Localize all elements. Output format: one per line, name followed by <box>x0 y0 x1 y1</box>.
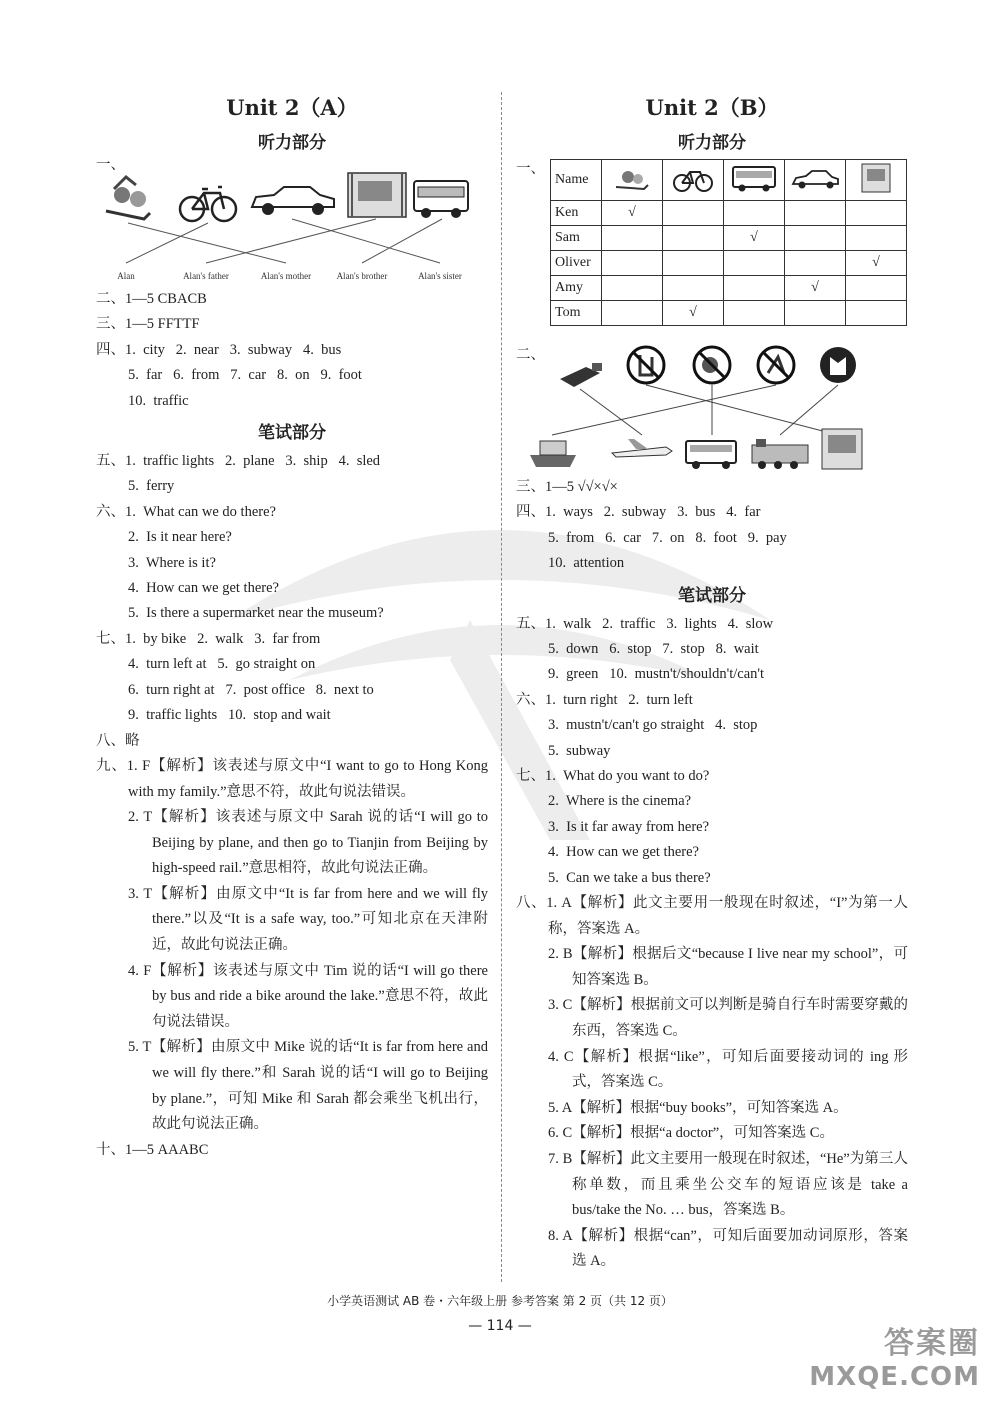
subway-icon <box>846 160 907 201</box>
answer-line: 5. Is there a supermarket near the museum? <box>128 605 384 622</box>
no-noise-sign-icon <box>694 347 730 383</box>
table-header-row <box>551 160 907 201</box>
answer-line: 三、1—5 FFTTF <box>96 316 200 333</box>
check-cell <box>602 226 663 251</box>
check-cell <box>663 276 724 301</box>
analysis-paragraph: 8. A【解析】根据“can”，可知后面要加动词原形，答案选 A。 <box>548 1227 908 1270</box>
unit-title-b: Unit 2（B） <box>645 95 779 120</box>
bicycle-icon <box>663 160 724 201</box>
check-cell <box>724 201 785 226</box>
question-1-label: 一、 <box>96 157 125 173</box>
sled-icon <box>106 177 150 219</box>
table-row <box>551 226 907 251</box>
answer-line: 10. attention <box>548 555 625 572</box>
answer-line: 5. ferry <box>128 478 175 495</box>
check-cell <box>846 301 907 326</box>
check-cell <box>724 301 785 326</box>
left-column <box>96 80 488 1163</box>
row-name: Sam <box>551 226 602 251</box>
page-number: — 114 — <box>468 1318 532 1334</box>
row-name: Amy <box>551 276 602 301</box>
analysis-paragraph: 4. C【解析】根据“like”，可知后面要接动词的 ing 形式，答案选 C。 <box>548 1048 908 1091</box>
check-cell: √ <box>602 201 663 226</box>
answer-line: 5. down 6. stop 7. stop 8. wait <box>548 641 759 658</box>
plane-icon <box>612 439 672 457</box>
transport-matching-image <box>96 159 488 287</box>
answer-line: 六、1. What can we do there? <box>96 503 276 520</box>
table-row <box>551 201 907 226</box>
table-row <box>551 276 907 301</box>
table-block <box>516 159 908 337</box>
footer-caption: 小学英语测试 AB 卷・六年级上册 参考答案 第 2 页（共 12 页） <box>327 1294 673 1308</box>
answer-line: 八、略 <box>96 732 140 749</box>
bus-icon <box>686 441 736 469</box>
matching-figure <box>96 159 488 287</box>
analysis-paragraph: 6. C【解析】根据“a doctor”，可知答案选 C。 <box>548 1125 834 1142</box>
check-cell <box>785 201 846 226</box>
name-label: Alan's sister <box>418 271 462 281</box>
table-row <box>551 301 907 326</box>
sled-icon <box>602 160 663 201</box>
watermark-url: MXQE.COM <box>809 1362 980 1392</box>
answer-line: 七、1. by bike 2. walk 3. far from <box>96 630 321 647</box>
analysis-paragraph: 3. T【解析】由原文中“It is far from here and we will fly there.”以及“It is a safe way, too.”可知北京在天津附近，故此句说法正确。 <box>128 885 488 954</box>
check-cell <box>663 226 724 251</box>
check-cell <box>663 251 724 276</box>
check-cell: √ <box>724 226 785 251</box>
analysis-paragraph: 5. A【解析】根据“buy books”，可知答案选 A。 <box>548 1099 848 1116</box>
listening-heading: 听力部分 <box>258 133 326 153</box>
analysis-paragraph: 7. B【解析】此文主要用一般现在时叙述，“He”为第三人称单数，而且乘坐公交车的短语应该是 take a bus/take the No. … bus，答案选 B。 <box>548 1151 908 1219</box>
answer-line: 6. turn right at 7. post office 8. next to <box>128 681 374 698</box>
check-cell <box>846 226 907 251</box>
analysis-paragraph: 九、1. F【解析】该表述与原文中“I want to go to Hong Kong with my family.”意思不符，故此句说法错误。 <box>96 757 488 800</box>
signs-figure <box>516 343 908 475</box>
answer-line: 3. Is it far away from here? <box>548 818 710 835</box>
table-row <box>551 251 907 276</box>
check-cell <box>602 301 663 326</box>
answer-line: 9. green 10. mustn't/shouldn't/can't <box>548 666 765 683</box>
watermark-logo <box>809 1318 980 1392</box>
name-label: Alan's mother <box>260 271 312 281</box>
check-cell <box>663 201 724 226</box>
answer-line: 二、1—5 CBACB <box>96 291 207 307</box>
row-name: Tom <box>551 301 602 326</box>
analysis-paragraph: 2. B【解析】根据后文“because I live near my school”，可知答案选 B。 <box>548 946 908 988</box>
signs-matching-image <box>516 343 908 475</box>
unit-title-a: Unit 2（A） <box>226 95 358 120</box>
answer-line: 5. Can we take a bus there? <box>548 869 711 886</box>
check-cell <box>785 251 846 276</box>
subway-icon <box>348 173 406 217</box>
answer-line: 3. mustn't/can't go straight 4. stop <box>548 717 758 734</box>
bus-icon <box>414 181 468 218</box>
answer-line: 十、1—5 AAABC <box>96 1141 209 1158</box>
answer-line: 四、1. city 2. near 3. subway 4. bus <box>96 341 342 358</box>
listening-heading: 听力部分 <box>678 133 746 153</box>
answer-line: 六、1. turn right 2. turn left <box>516 691 693 708</box>
no-leaning-sign-icon <box>758 347 794 383</box>
no-hand-sign-icon <box>628 347 664 383</box>
bicycle-icon <box>180 187 236 221</box>
check-cell <box>785 301 846 326</box>
question-2-label: 二、 <box>516 347 545 363</box>
analysis-paragraph: 3. C【解析】根据前文可以判断是骑自行车时需要穿戴的东西，答案选 C。 <box>548 997 908 1040</box>
answer-line: 4. How can we get there? <box>548 844 699 861</box>
answer-line: 5. subway <box>548 742 611 759</box>
question-1-label: 一、 <box>516 161 545 177</box>
matching-lines <box>126 219 442 263</box>
car-icon <box>785 160 846 201</box>
analysis-paragraph: 4. F【解析】该表述与原文中 Tim 说的话“I will go there by bus and ride a bike around the lake.”意思不符，故此句说法错误。 <box>128 962 488 1030</box>
answer-line: 4. turn left at 5. go straight on <box>128 656 316 673</box>
answer-line: 五、1. walk 2. traffic 3. lights 4. slow <box>516 615 774 632</box>
check-cell <box>724 276 785 301</box>
check-cell <box>785 226 846 251</box>
life-jacket-sign-icon <box>820 347 856 383</box>
writing-heading: 笔试部分 <box>258 423 326 444</box>
answer-line: 2. Where is the cinema? <box>548 793 692 810</box>
name-label: Alan's brother <box>336 271 388 281</box>
ship-icon <box>530 441 576 467</box>
answer-line: 10. traffic <box>128 392 189 409</box>
name-label: Alan <box>117 271 135 281</box>
row-name: Ken <box>551 201 602 226</box>
train-icon <box>752 439 808 469</box>
matching-lines <box>552 385 838 435</box>
analysis-paragraph: 八、1. A【解析】此文主要用一般现在时叙述，“I”为第一人称，答案选 A。 <box>516 895 908 937</box>
column-divider <box>501 92 502 1282</box>
answer-table <box>550 159 907 326</box>
answer-line: 9. traffic lights 10. stop and wait <box>128 707 331 724</box>
name-label: Alan's father <box>183 271 229 281</box>
right-column <box>516 80 908 1275</box>
answer-line: 五、1. traffic lights 2. plane 3. ship 4. sled <box>96 453 381 470</box>
check-cell: √ <box>663 301 724 326</box>
seatbelt-icon <box>560 363 602 387</box>
check-cell: √ <box>846 251 907 276</box>
answer-line: 四、1. ways 2. subway 3. bus 4. far <box>516 504 761 521</box>
watermark-text: 答案圈 <box>884 1326 980 1361</box>
check-cell <box>602 251 663 276</box>
check-cell <box>602 276 663 301</box>
subway-icon <box>822 429 862 469</box>
row-name: Oliver <box>551 251 602 276</box>
answer-line: 七、1. What do you want to do? <box>516 768 710 785</box>
check-cell: √ <box>785 276 846 301</box>
answer-line: 5. from 6. car 7. on 8. foot 9. pay <box>548 529 787 546</box>
bus-icon <box>724 160 785 201</box>
answer-line: 三、1—5 √√×√× <box>516 479 618 495</box>
analysis-paragraph: 5. T【解析】由原文中 Mike 说的话“It is far from here and we will fly there.”和 Sarah 说的话“I will go to Beijing by plane.”，可知 Mike 和 Sarah 都会乘坐飞机出行，故此句说法正确。 <box>128 1039 488 1133</box>
answer-line: 4. How can we get there? <box>128 580 279 597</box>
check-cell <box>846 276 907 301</box>
answer-line: 2. Is it near here? <box>128 529 232 546</box>
answer-line: 3. Where is it? <box>128 554 216 571</box>
analysis-paragraph: 2. T【解析】该表述与原文中 Sarah 说的话“I will go to Beijing by plane, and then go to Tianjin from Beijing by high-speed rail.”意思相符，故此句说法正确。 <box>128 809 488 877</box>
check-cell <box>846 201 907 226</box>
car-icon <box>252 187 334 215</box>
answer-line: 5. far 6. from 7. car 8. on 9. foot <box>128 367 362 384</box>
writing-heading: 笔试部分 <box>678 585 746 606</box>
check-cell <box>724 251 785 276</box>
table-header-name: Name <box>551 160 602 201</box>
